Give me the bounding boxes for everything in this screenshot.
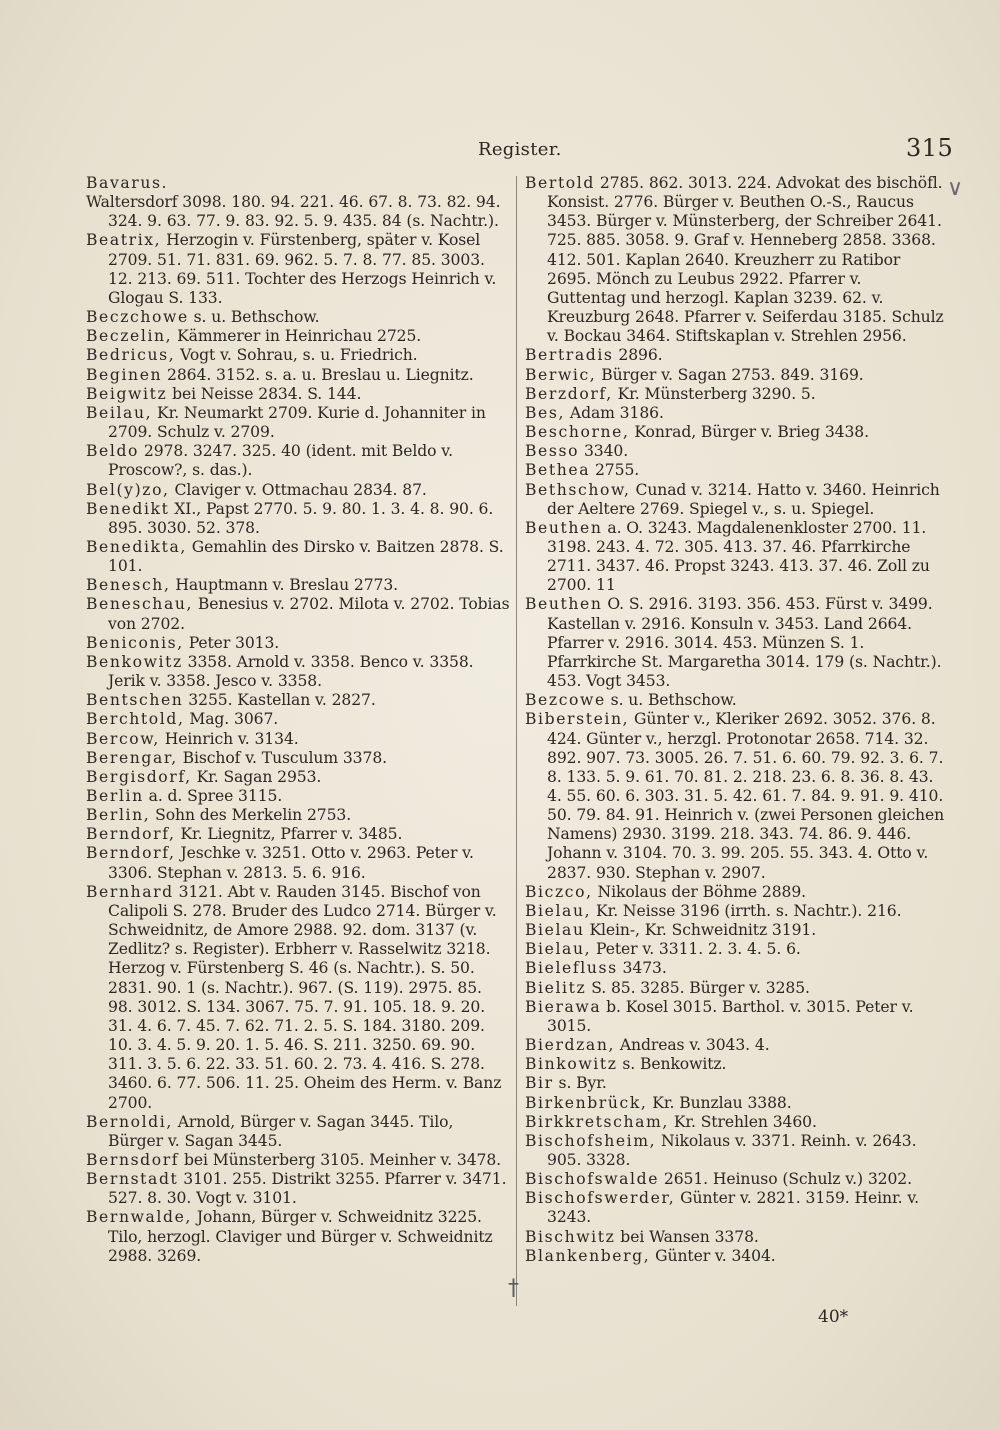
entry-headword: Birkenbrück,	[525, 1093, 648, 1112]
entry-headword: Bethschow,	[525, 480, 631, 499]
index-entry	[525, 385, 945, 404]
entry-text: a. d. Spree 3115.	[143, 787, 283, 805]
entry-text: bei Neisse 2834. S. 144.	[167, 384, 362, 403]
entry-headword: Bel(y)zo,	[86, 480, 170, 499]
entry-headword: Berlin	[86, 787, 144, 805]
index-entry	[86, 844, 511, 882]
entry-text: 3340.	[579, 442, 629, 461]
index-entry	[525, 442, 945, 461]
entry-headword: Berengar,	[86, 748, 178, 767]
index-entry	[525, 481, 945, 519]
index-entry	[86, 404, 511, 442]
index-entry	[525, 1055, 945, 1074]
index-entry	[525, 1113, 945, 1132]
entry-text: Konrad, Bürger v. Brieg 3438.	[629, 423, 869, 442]
entry-headword: Beschorne,	[525, 423, 630, 442]
entry-headword: Bierawa	[525, 997, 602, 1016]
entry-headword: Beigwitz	[86, 384, 168, 403]
index-entry	[86, 595, 511, 633]
entry-text: Kr. Liegnitz, Pfarrer v. 3485.	[175, 825, 403, 844]
index-entry	[86, 787, 511, 806]
index-entry	[86, 174, 511, 193]
index-entry	[525, 710, 945, 882]
index-entry	[525, 346, 945, 365]
index-entry	[525, 1132, 945, 1170]
entry-headword: Bezcowe	[525, 691, 606, 710]
index-entry	[86, 1113, 511, 1151]
index-entry	[86, 366, 511, 385]
entry-text: 2978. 3247. 325. 40 (ident. mit Beldo v. Proscow?, s. das.).	[108, 442, 453, 480]
entry-headword: Bedricus,	[86, 346, 176, 365]
entry-headword: Bertradis	[525, 346, 614, 365]
index-entry	[86, 691, 511, 710]
entry-headword: Bir	[525, 1074, 554, 1093]
index-entry	[525, 921, 945, 940]
margin-reference-mark: †	[508, 1276, 519, 1301]
entry-headword: Bercow,	[86, 729, 160, 748]
entry-text: Klein-, Kr. Schweidnitz 3191.	[584, 921, 817, 940]
signature-mark: 40*	[818, 1307, 849, 1327]
entry-headword: Bischofswalde	[525, 1170, 660, 1189]
entry-text: s. u. Bethschow.	[605, 691, 737, 710]
index-entry	[86, 710, 511, 729]
entry-text: s. Benkowitz.	[617, 1055, 727, 1074]
entry-text: Sohn des Merkelin 2753.	[150, 806, 352, 825]
entry-text: Arnold, Bürger v. Sagan 3445. Tilo, Bürger v. Sagan 3445.	[108, 1112, 454, 1150]
index-entry	[86, 768, 511, 787]
entry-headword: Bavarus.	[86, 174, 169, 192]
entry-headword: Beginen	[86, 365, 163, 384]
entry-text: Bürger v. Sagan 2753. 849. 3169.	[596, 365, 864, 384]
entry-text: 3358. Arnold v. 3358. Benco v. 3358. Jerik v. 3358. Jesco v. 3358.	[108, 652, 474, 691]
entry-headword: Biberstein,	[525, 710, 630, 729]
entry-headword: Benesch,	[86, 576, 171, 595]
entry-headword: Beilau,	[86, 403, 153, 422]
index-entry	[525, 1189, 945, 1227]
entry-headword: Bes,	[525, 403, 566, 422]
index-entry	[525, 959, 945, 978]
index-entry	[525, 1228, 945, 1247]
index-entry	[525, 1036, 945, 1055]
entry-headword: Bielau,	[525, 940, 592, 959]
index-entry	[525, 979, 945, 998]
entry-headword: Besso	[525, 442, 580, 461]
entry-headword: Beatrix,	[86, 231, 162, 250]
entry-text: Benesius v. 2702. Milota v. 2702. Tobias von 2702.	[108, 595, 510, 633]
entry-text: Adam 3186.	[565, 403, 664, 422]
entry-text: Claviger v. Ottmachau 2834. 87.	[169, 480, 427, 499]
left-column	[86, 174, 511, 1266]
entry-text: a. O. 3243. Magdalenenkloster 2700. 11. 3198. 243. 4. 72. 305. 413. 37. 46. Pfarrkirche 2711. 3437. 46. Propst 3243. 413. 37. 46. Zoll zu 2700. 11	[547, 518, 930, 595]
entry-text: b. Kosel 3015. Barthol. v. 3015. Peter v. 3015.	[547, 997, 914, 1035]
entry-headword: Bielitz	[525, 978, 587, 997]
index-entry	[86, 749, 511, 768]
entry-text: Nikolaus v. 3371. Reinh. v. 2643. 905. 3328.	[547, 1131, 917, 1169]
entry-headword: Beneschau,	[86, 595, 194, 614]
entry-text: bei Münsterberg 3105. Meinher v. 3478.	[179, 1150, 502, 1169]
entry-headword: Bernsdorf	[86, 1150, 180, 1169]
page-number: 315	[906, 134, 954, 162]
entry-text: Kr. Neisse 3196 (irrth. s. Nachtr.). 216.	[591, 901, 902, 920]
entry-headword: Bielau,	[525, 901, 592, 920]
index-entry	[525, 423, 945, 442]
entry-text: 2864. 3152. s. a. u. Breslau u. Liegnitz.	[162, 365, 474, 384]
entry-text: Andreas v. 3043. 4.	[615, 1036, 770, 1055]
index-entry	[86, 327, 511, 346]
index-entry	[86, 385, 511, 404]
entry-headword: Bielefluss	[525, 959, 618, 978]
index-entry	[86, 231, 511, 308]
entry-headword: Bernhard	[86, 882, 174, 901]
index-entry	[86, 576, 511, 595]
entry-text: Kr. Neumarkt 2709. Kurie d. Johanniter in 2709. Schulz v. 2709.	[108, 403, 486, 442]
entry-text: 2896.	[613, 346, 663, 365]
index-entry	[86, 1170, 511, 1208]
index-entry	[86, 500, 511, 538]
running-header-title: Register.	[478, 139, 562, 160]
entry-text: Gemahlin des Dirsko v. Baitzen 2878. S. 101.	[108, 537, 504, 576]
index-entry	[525, 1074, 945, 1093]
entry-text: XI., Papst 2770. 5. 9. 80. 1. 3. 4. 8. 90. 6. 895. 3030. 52. 378.	[108, 499, 494, 537]
index-entry	[86, 1208, 511, 1265]
index-entry	[525, 174, 945, 346]
entry-text: Johann, Bürger v. Schweidnitz 3225. Tilo, herzogl. Claviger und Bürger v. Schweidnitz 2988. 3269.	[108, 1208, 493, 1265]
entry-text: Waltersdorf 3098. 180. 94. 221. 46. 67. 8. 73. 82. 94. 324. 9. 63. 77. 9. 83. 92. 5. 9. 435. 84 (s. Nachtr.).	[86, 193, 501, 231]
entry-text: 3121. Abt v. Rauden 3145. Bischof von Calipoli S. 278. Bruder des Ludco 2714. Bürger v. Schweidnitz, de Amore 2988. 92. dom. 3137 (v. Zedlitz? s. Register). Erbherr v. Rasselwitz 3218. Herzog v. Fürstenberg S. 46 (s. Nachtr.). S. 50. 2831. 90. 1 (s. Nachtr.). 967. (S. 119). 2975. 85. 98. 3012. S. 134. 3067. 75. 7. 91. 105. 18. 9. 20. 31. 4. 6. 7. 45. 7. 62. 71. 2. 5. S. 184. 3180. 209. 10. 3. 4. 5. 9. 20. 1. 5. 46. S. 211. 3250. 69. 90. 311. 3. 5. 6. 22. 33. 51. 60. 2. 73. 4. 416. S. 278. 3460. 6. 77. 506. 11. 25. Oheim des Herm. v. Banz 2700.	[108, 882, 502, 1112]
index-entry	[525, 366, 945, 385]
entry-headword: Berzdorf,	[525, 384, 613, 403]
index-entry	[525, 1170, 945, 1189]
entry-text: bei Wansen 3378.	[615, 1227, 759, 1246]
entry-text: 3473.	[617, 959, 667, 978]
index-entry	[86, 825, 511, 844]
entry-headword: Beniconis,	[86, 633, 184, 652]
entry-headword: Bischwitz	[525, 1227, 616, 1246]
entry-text: Kr. Sagan 2953.	[191, 767, 322, 786]
entry-headword: Bernwalde,	[86, 1208, 192, 1227]
entry-text: Peter 3013.	[183, 633, 280, 652]
entry-text: Jeschke v. 3251. Otto v. 2963. Peter v. 3306. Stephan v. 2813. 5. 6. 916.	[108, 844, 474, 882]
entry-text: 3255. Kastellan v. 2827.	[183, 691, 376, 710]
entry-text: Hauptmann v. Breslau 2773.	[170, 576, 399, 595]
entry-headword: Bierdzan,	[525, 1036, 616, 1055]
entry-text: Vogt v. Sohrau, s. u. Friedrich.	[175, 346, 418, 365]
index-entry	[86, 538, 511, 576]
entry-headword: Beuthen	[525, 595, 603, 614]
entry-headword: Bethea	[525, 461, 591, 480]
entry-text: Peter v. 3311. 2. 3. 4. 5. 6.	[591, 940, 801, 959]
index-entry	[86, 481, 511, 500]
entry-headword: Benedikt	[86, 499, 170, 518]
entry-headword: Birkkretscham,	[525, 1112, 669, 1131]
entry-text: 3101. 255. Distrikt 3255. Pfarrer v. 3471. 527. 8. 30. Vogt v. 3101.	[108, 1170, 507, 1208]
entry-text: Günter v. 3404.	[650, 1246, 776, 1265]
entry-headword: Beldo	[86, 442, 140, 461]
index-entry	[86, 1151, 511, 1170]
entry-headword: Berndorf,	[86, 825, 176, 844]
entry-headword: Binkowitz	[525, 1055, 618, 1074]
entry-text: Herzogin v. Fürstenberg, später v. Kosel 2709. 51. 71. 831. 69. 962. 5. 7. 8. 77. 85. 3003. 12. 213. 69. 511. Tochter des Herzogs Heinrich v. Glogau S. 133.	[108, 231, 497, 307]
index-entry	[525, 998, 945, 1036]
entry-headword: Berwic,	[525, 365, 597, 384]
entry-text: Heinrich v. 3134.	[159, 729, 299, 748]
index-entry	[525, 595, 945, 691]
entry-text: Cunad v. 3214. Hatto v. 3460. Heinrich der Aeltere 2769. Spiegel v., s. u. Spiegel.	[547, 480, 940, 518]
index-entry	[86, 806, 511, 825]
entry-text: Kr. Strehlen 3460.	[668, 1112, 817, 1131]
entry-text: Bischof v. Tusculum 3378.	[177, 748, 388, 767]
entry-text: 2785. 862. 3013. 224. Advokat des bischöfl. Konsist. 2776. Bürger v. Beuthen O.-S., Raucus 3453. Bürger v. Münsterberg, der Schreiber 2641. 725. 885. 3058. 9. Graf v. Henneberg 2858. 3368. 412. 501. Kaplan 2640. Kreuzherr zu Ratibor 2695. Mönch zu Leubus 2922. Pfarrer v. Guttentag und herzogl. Kaplan 3239. 62. v. Kreuzburg 2648. Pfarrer v. Seiferdau 3185. Schulz v. Bockau 3464. Stiftskaplan v. Strehlen 2956.	[547, 174, 944, 346]
entry-headword: Beczelin,	[86, 327, 173, 346]
entry-headword: Biczco,	[525, 882, 593, 901]
index-entry	[525, 1247, 945, 1266]
entry-headword: Bernoldi,	[86, 1112, 173, 1131]
right-column	[525, 174, 945, 1266]
index-entry	[86, 193, 511, 231]
entry-text: O. S. 2916. 3193. 356. 453. Fürst v. 3499. Kastellan v. 2916. Konsuln v. 3453. Land 2664. Pfarrer v. 2916. 3014. 453. Münzen S. 1. Pfarrkirche St. Margaretha 3014. 179 (s. Nachtr.). 453. Vogt 3453.	[547, 595, 942, 691]
index-entry	[86, 308, 511, 327]
entry-headword: Bernstadt	[86, 1170, 179, 1189]
entry-text: Mag. 3067.	[184, 710, 279, 729]
index-entry	[86, 634, 511, 653]
entry-text: s. u. Bethschow.	[188, 308, 320, 327]
entry-text: Günter v., Kleriker 2692. 3052. 376. 8. 424. Günter v., herzgl. Protonotar 2658. 714. 32. 892. 907. 73. 3005. 26. 7. 51. 6. 60. 79. 92. 3. 6. 7. 8. 133. 5. 9. 61. 70. 81. 2. 218. 23. 6. 8. 36. 8. 43. 4. 55. 60. 6. 303. 31. 5. 42. 61. 7. 84. 9. 91. 9. 410. 50. 79. 84. 91. Heinrich v. (zwei Personen gleichen Namens) 2930. 3199. 218. 343. 74. 86. 9. 446. Johann v. 3104. 70. 3. 99. 205. 55. 343. 4. Otto v. 2837. 930. Stephan v. 2907.	[547, 710, 945, 882]
entry-text: Kr. Münsterberg 3290. 5.	[612, 384, 816, 403]
index-entry	[525, 940, 945, 959]
entry-headword: Bertold	[525, 174, 595, 192]
index-entry	[525, 691, 945, 710]
entry-text: Kämmerer in Heinrichau 2725.	[172, 327, 422, 346]
index-entry	[86, 442, 511, 480]
entry-text: 2755.	[590, 461, 640, 480]
entry-headword: Berchtold,	[86, 710, 185, 729]
entry-headword: Bischofsheim,	[525, 1131, 657, 1150]
index-entry	[86, 883, 511, 1113]
entry-text: 2651. Heinuso (Schulz v.) 3202.	[659, 1170, 912, 1189]
entry-headword: Bischofswerder,	[525, 1189, 676, 1208]
entry-headword: Bentschen	[86, 691, 184, 710]
entry-headword: Bielau	[525, 921, 585, 940]
entry-headword: Bergisdorf,	[86, 767, 192, 786]
index-entry	[86, 730, 511, 749]
index-entry	[525, 404, 945, 423]
margin-check-mark: ∨	[947, 176, 964, 201]
entry-text: Nikolaus der Böhme 2889.	[592, 882, 807, 901]
entry-headword: Berndorf,	[86, 844, 176, 863]
column-divider	[516, 176, 517, 1306]
entry-headword: Berlin,	[86, 806, 151, 825]
index-entry	[86, 653, 511, 691]
entry-headword: Blankenberg,	[525, 1246, 651, 1265]
index-entry	[525, 519, 945, 596]
entry-headword: Beczchowe	[86, 308, 189, 327]
index-entry	[525, 1094, 945, 1113]
entry-headword: Benedikta,	[86, 537, 187, 556]
entry-headword: Benkowitz	[86, 652, 183, 671]
entry-text: Kr. Bunzlau 3388.	[647, 1093, 792, 1112]
entry-text: Günter v. 2821. 3159. Heinr. v. 3243.	[547, 1189, 920, 1227]
entry-headword: Beuthen	[525, 518, 603, 537]
index-entry	[525, 883, 945, 902]
index-entry	[525, 902, 945, 921]
entry-text: s. Byr.	[553, 1074, 607, 1093]
index-entry	[86, 346, 511, 365]
entry-text: S. 85. 3285. Bürger v. 3285.	[586, 978, 810, 997]
index-entry	[525, 461, 945, 480]
